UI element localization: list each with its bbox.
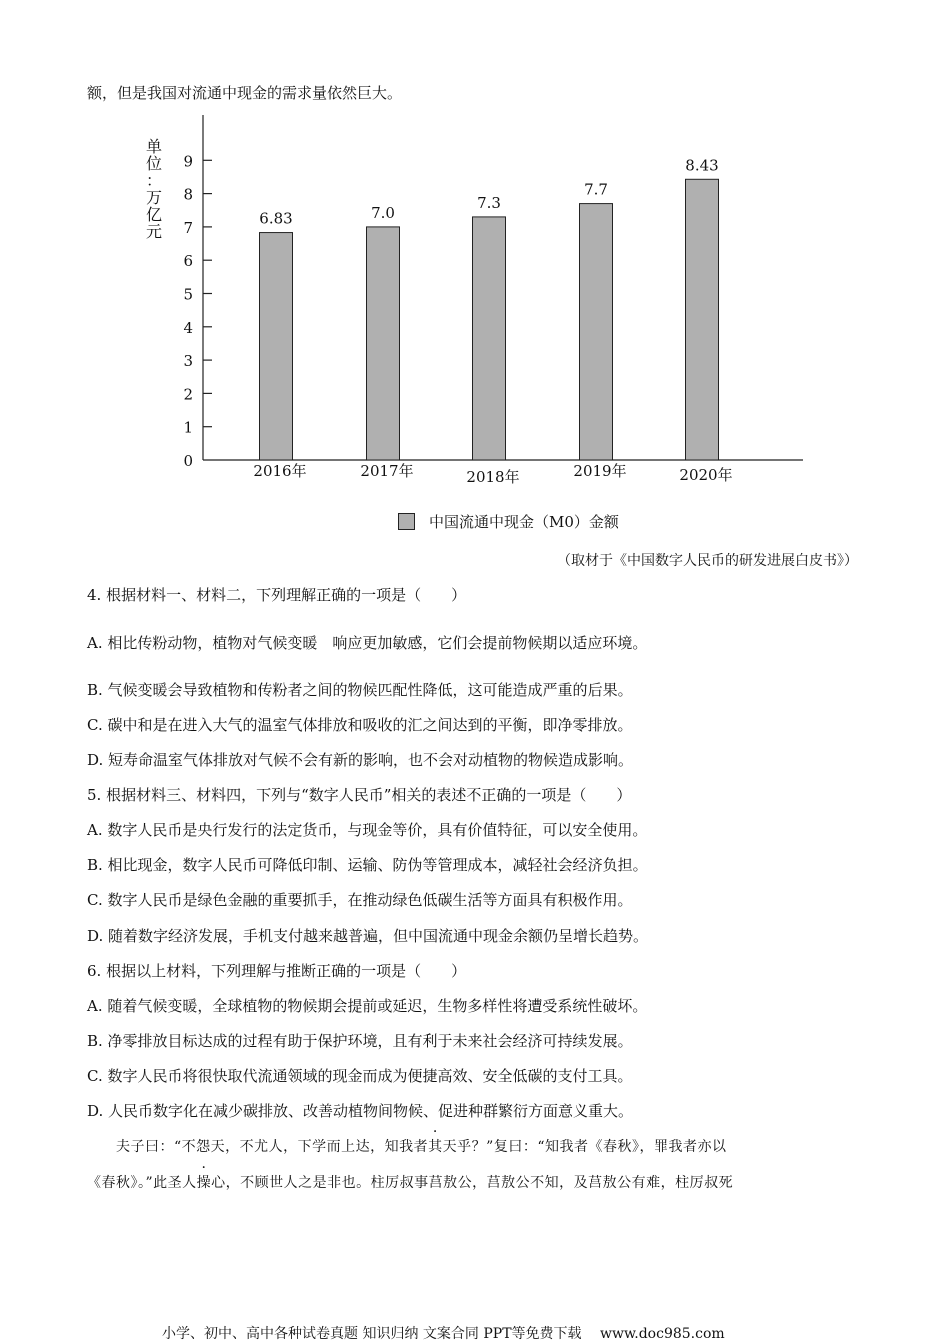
footer-ad: 小学、初中、高中各种试卷真题 知识归纳 文案合同 PPT等免费下载 www.doc985.com [162,1326,725,1342]
x-tick-labels [253,462,732,486]
x-tick-label: 2018年 [466,468,520,486]
bar-value-label: 7.3 [477,193,501,212]
bar-value-label: 7.0 [371,203,395,222]
classical-line1-b: 天乎？”复曰：“知我者《春秋》，罪我者亦以 [442,1139,727,1155]
classical-text-line-1 [87,1136,867,1156]
question-5-option-c: C. 数字人民币是绿色金融的重要抓手，在推动绿色低碳生活等方面具有积极作用。 [87,891,633,909]
question-6-option-c: C. 数字人民币将很快取代流通领域的现金而成为便捷高效、安全低碳的支付工具。 [87,1067,633,1085]
y-tick-label: 7 [183,218,193,237]
classical-line2-a: 《春秋》。”此圣人 [87,1175,197,1191]
y-axis-label-char: 亿 [145,205,163,224]
question-6-stem: 6. 根据以上材料，下列理解与推断正确的一项是（ ） [87,962,467,980]
question-6-option-a: A. 随着气候变暖，全球植物的物候期会提前或延迟，生物多样性将遭受系统性破坏。 [87,997,648,1015]
question-4-option-c: C. 碳中和是在进入大气的温室气体排放和吸收的汇之间达到的平衡，即净零排放。 [87,716,633,734]
bar-chart [0,0,950,500]
y-axis-label-char: 万 [145,188,163,207]
intro-line: 额，但是我国对流通中现金的需求量依然巨大。 [87,84,403,102]
y-axis-label-char: ： [145,171,163,190]
question-4-option-b: B. 气候变暖会导致植物和传粉者之间的物候匹配性降低，这可能造成严重的后果。 [87,681,633,699]
question-4-stem: 4. 根据材料一、材料二，下列理解正确的一项是（ ） [87,586,467,604]
x-tick-label: 2017年 [360,462,414,480]
classical-line2-b: 心，不顾世人之是非也。柱厉叔事莒敖公，莒敖公不知，及莒敖公有难，柱厉叔死 [211,1175,734,1191]
y-ticks [183,152,212,470]
bars [259,156,718,460]
bar [473,217,506,460]
legend-label: 中国流通中现金（M0）金额 [429,513,619,531]
y-tick-label: 5 [183,285,193,304]
question-4-option-d: D. 短寿命温室气体排放对气候不会有新的影响，也不会对动植物的物候造成影响。 [87,751,634,769]
bar [367,227,400,460]
y-tick-label: 8 [183,185,193,204]
y-tick-label: 6 [183,252,193,271]
y-axis-label-char: 元 [145,222,163,241]
x-tick-label: 2020年 [679,466,733,484]
classical-text-line-2 [87,1172,867,1192]
question-5-option-a: A. 数字人民币是央行发行的法定货币，与现金等价，具有价值特征，可以安全使用。 [87,821,648,839]
chart-legend [398,511,619,532]
y-tick-label: 9 [183,152,193,171]
question-6-option-b: B. 净零排放目标达成的过程有助于保护环境，且有利于未来社会经济可持续发展。 [87,1032,633,1050]
source-note: （取材于《中国数字人民币的研发进展白皮书》） [557,553,858,569]
classical-line1-a: 夫子曰：“不怨天，不尤人，下学而上达，知我者 [87,1139,429,1155]
bar-value-label: 6.83 [259,209,293,228]
bar [686,179,719,460]
question-5-stem: 5. 根据材料三、材料四，下列与“数字人民币”相关的表述不正确的一项是（ ） [87,786,632,804]
x-tick-label: 2016年 [253,462,307,480]
emphasis-char-2: 操 [196,1175,212,1191]
y-tick-label: 2 [183,385,193,404]
emphasis-char-1: 其 [428,1139,443,1155]
y-tick-label: 4 [183,318,193,337]
y-tick-label: 1 [183,418,193,437]
bar-value-label: 7.7 [584,180,608,199]
x-tick-label: 2019年 [573,462,627,480]
legend-swatch [398,513,415,530]
question-6-option-d: D. 人民币数字化在减少碳排放、改善动植物间物候、促进种群繁衍方面意义重大。 [87,1102,634,1120]
question-4-option-a: A. 相比传粉动物，植物对气候变暖 响应更加敏感，它们会提前物候期以适应环境。 [87,634,648,652]
y-axis-label [146,137,162,241]
y-axis-label-char: 位 [145,154,163,173]
question-5-option-b: B. 相比现金，数字人民币可降低印制、运输、防伪等管理成本，减轻社会经济负担。 [87,856,648,874]
y-tick-label: 3 [183,352,193,371]
y-tick-label: 0 [183,452,193,470]
bar [260,233,293,460]
bar-value-label: 8.43 [685,156,719,175]
y-axis-label-char: 单 [145,137,163,156]
question-5-option-d: D. 随着数字经济发展，手机支付越来越普遍，但中国流通中现金余额仍呈增长趋势。 [87,927,649,945]
bar [580,204,613,460]
